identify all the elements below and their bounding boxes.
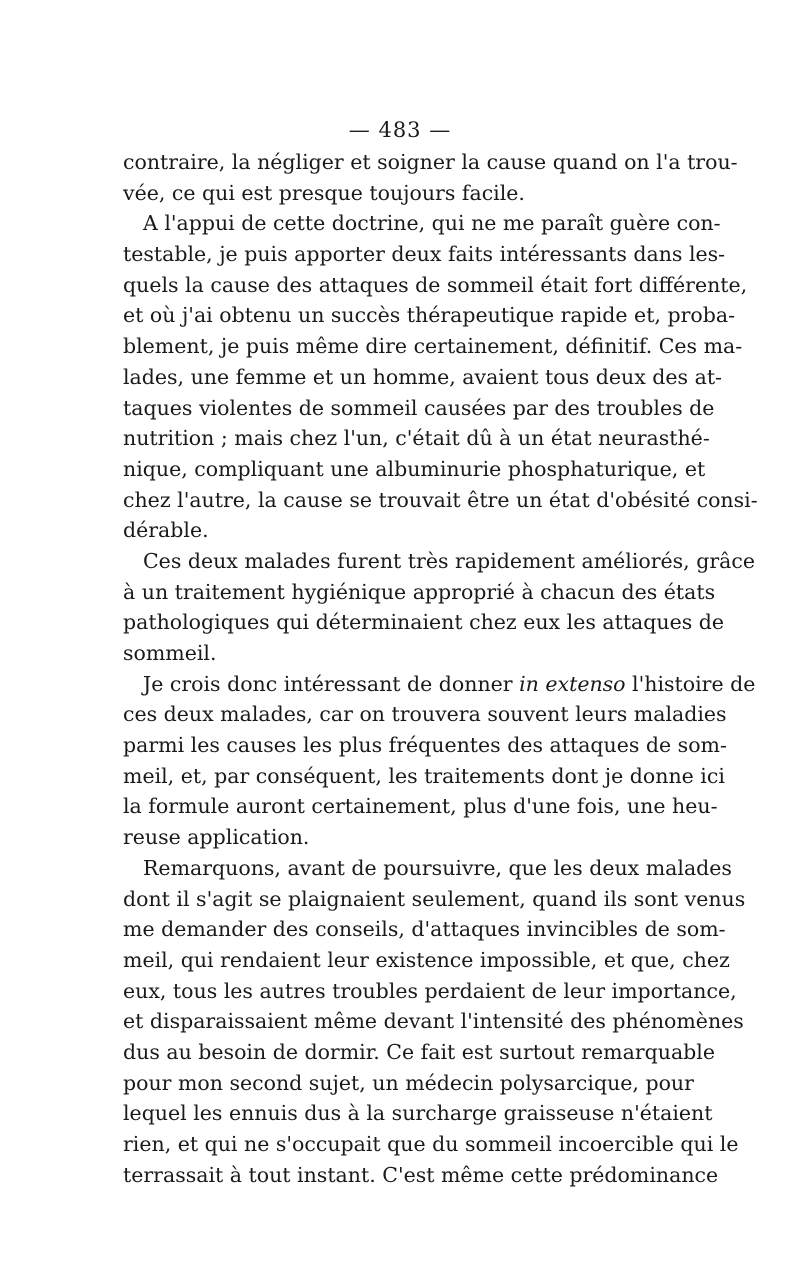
text-line: A l'appui de cette doctrine, qui ne me paraît guère con-: [143, 211, 721, 236]
text-line: contraire, la négliger et soigner la cause quand on l'a trou-: [123, 150, 738, 174]
text-line: eux, tous les autres troubles perdaient de leur importance,: [123, 978, 737, 1003]
text-line: et où j'ai obtenu un succès thérapeutique rapide et, proba-: [123, 303, 735, 328]
text-line: meil, qui rendaient leur existence impossible, et que, chez: [123, 947, 730, 972]
text-line: nutrition ; mais chez l'un, c'était dû à un état neurasthé-: [123, 426, 710, 451]
text-line: la formule auront certainement, plus d'une fois, une heu-: [123, 794, 718, 819]
text-line: Remarquons, avant de poursuivre, que les deux malades: [143, 855, 732, 880]
text-line: blement, je puis même dire certainement, définitif. Ces ma-: [123, 334, 743, 359]
text-line: pathologiques qui déterminaient chez eux les attaques de: [123, 610, 725, 635]
text-line: sommeil.: [123, 641, 217, 665]
text-line: pour mon second sujet, un médecin polysarcique, pour: [123, 1070, 694, 1095]
text-line: testable, je puis apporter deux faits intéressants dans les-: [123, 242, 726, 267]
text-line: dont il s'agit se plaignaient seulement, quand ils sont venus: [123, 886, 746, 911]
text-line: Ces deux malades furent très rapidement améliorés, grâce: [143, 548, 755, 573]
body-text: [123, 147, 758, 1190]
text-line: dus au besoin de dormir. Ce fait est surtout remarquable: [123, 1039, 715, 1064]
text-line: parmi les causes les plus fréquentes des attaques de som-: [123, 733, 727, 758]
text-line: vée, ce qui est presque toujours facile.: [123, 180, 525, 205]
text-line: et disparaissaient même devant l'intensité des phénomènes: [123, 1009, 744, 1034]
text-line: reuse application.: [123, 825, 310, 850]
text-line: nique, compliquant une albuminurie phosphaturique, et: [123, 456, 706, 481]
text-line: terrassait à tout instant. C'est même cette prédominance: [123, 1162, 719, 1187]
text-line: meil, et, par conséquent, les traitements dont je donne ici: [123, 763, 725, 788]
text-line: rien, et qui ne s'occupait que du sommeil incoercible qui le: [123, 1132, 739, 1156]
text-line: dérable.: [123, 518, 209, 543]
page-number: — 483 —: [348, 118, 452, 142]
text-line: chez l'autre, la cause se trouvait être un état d'obésité consi-: [123, 487, 758, 512]
text-line: taques violentes de sommeil causées par des troubles de: [123, 395, 715, 420]
text-line: à un traitement hygiénique approprié à chacun des états: [123, 579, 716, 604]
text-line: me demander des conseils, d'attaques invincibles de som-: [123, 917, 726, 942]
text-line: lequel les ennuis dus à la surcharge graisseuse n'étaient: [123, 1101, 713, 1126]
text-line: Je crois donc intéressant de donner in extenso l'histoire de: [143, 671, 756, 696]
text-line: lades, une femme et un homme, avaient tous deux des at-: [123, 364, 722, 389]
text-line: quels la cause des attaques de sommeil était fort différente,: [123, 272, 748, 297]
text-line: ces deux malades, car on trouvera souvent leurs maladies: [123, 702, 727, 727]
